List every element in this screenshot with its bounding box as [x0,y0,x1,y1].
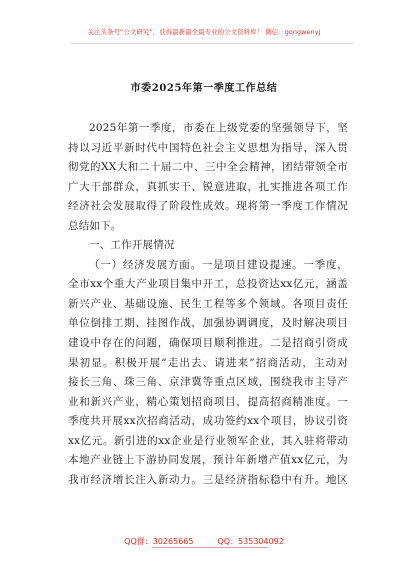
qq-group-contact: QQ群：30265665 [124,537,194,546]
body-line: 2025年第一季度，市委在上级党委的坚强领导下，坚 [89,122,348,134]
header-banner: 关注头条号“公文研究”，获得最新最全最专业的公文资料库！ 微信：gongwenyj [87,28,321,36]
document-body [68,119,348,490]
body-line: 建设中存在的问题，确保项目顺利推进。二是招商引资成 [68,337,348,350]
footer-underline [152,547,268,548]
footer-banner [0,536,408,547]
body-line: 果初显。积极开展“走出去、请进来”招商活动，主动对 [68,356,348,369]
body-line: 彻党的XX大和二十届二中、三中全会精神，团结带领全市 [68,161,348,174]
header-divider [70,43,354,44]
body-line: 本地产业链上下游协同发展，预计年新增产值xx亿元，为 [68,454,348,467]
body-line: 接长三角、珠三角、京津冀等重点区域，围绕我市主导产 [68,376,348,389]
body-line: 单位倒排工期、挂图作战，加强协调调度，及时解决项目 [68,317,348,330]
document-title: 市委2025年第一季度工作总结 [130,83,278,94]
body-line: 持以习近平新时代中国特色社会主义思想为指导，深入贯 [68,141,348,154]
body-line: 总结如下。 [68,219,122,232]
qq-contact: QQ：535304092 [217,537,284,546]
section-heading: 一、工作开展情况 [89,239,175,252]
body-line: 全市xx个重大产业项目集中开工，总投资达xx亿元，涵盖 [68,278,348,291]
body-line: 经济社会发展取得了阶段性成效。现将第一季度工作情况 [68,200,348,213]
body-line: 季度共开展xx次招商活动，成功签约xx个项目，协议引资 [68,415,348,428]
body-line: 广大干部群众，真抓实干、锐意进取，扎实推进各项工作 [68,180,348,193]
body-line: 新兴产业、基础设施、民生工程等多个领域。各项目责任 [68,297,348,310]
body-line: xx亿元。新引进的xx企业是行业领军企业，其入驻将带动 [68,434,348,447]
body-line: 业和新兴产业，精心策划招商项目，提高招商精准度。一 [68,395,348,408]
body-line: （一）经济发展方面。一是项目建设提速。一季度， [89,258,348,271]
body-line: 我市经济增长注入新动力。三是经济指标稳中有升。地区 [68,473,348,486]
